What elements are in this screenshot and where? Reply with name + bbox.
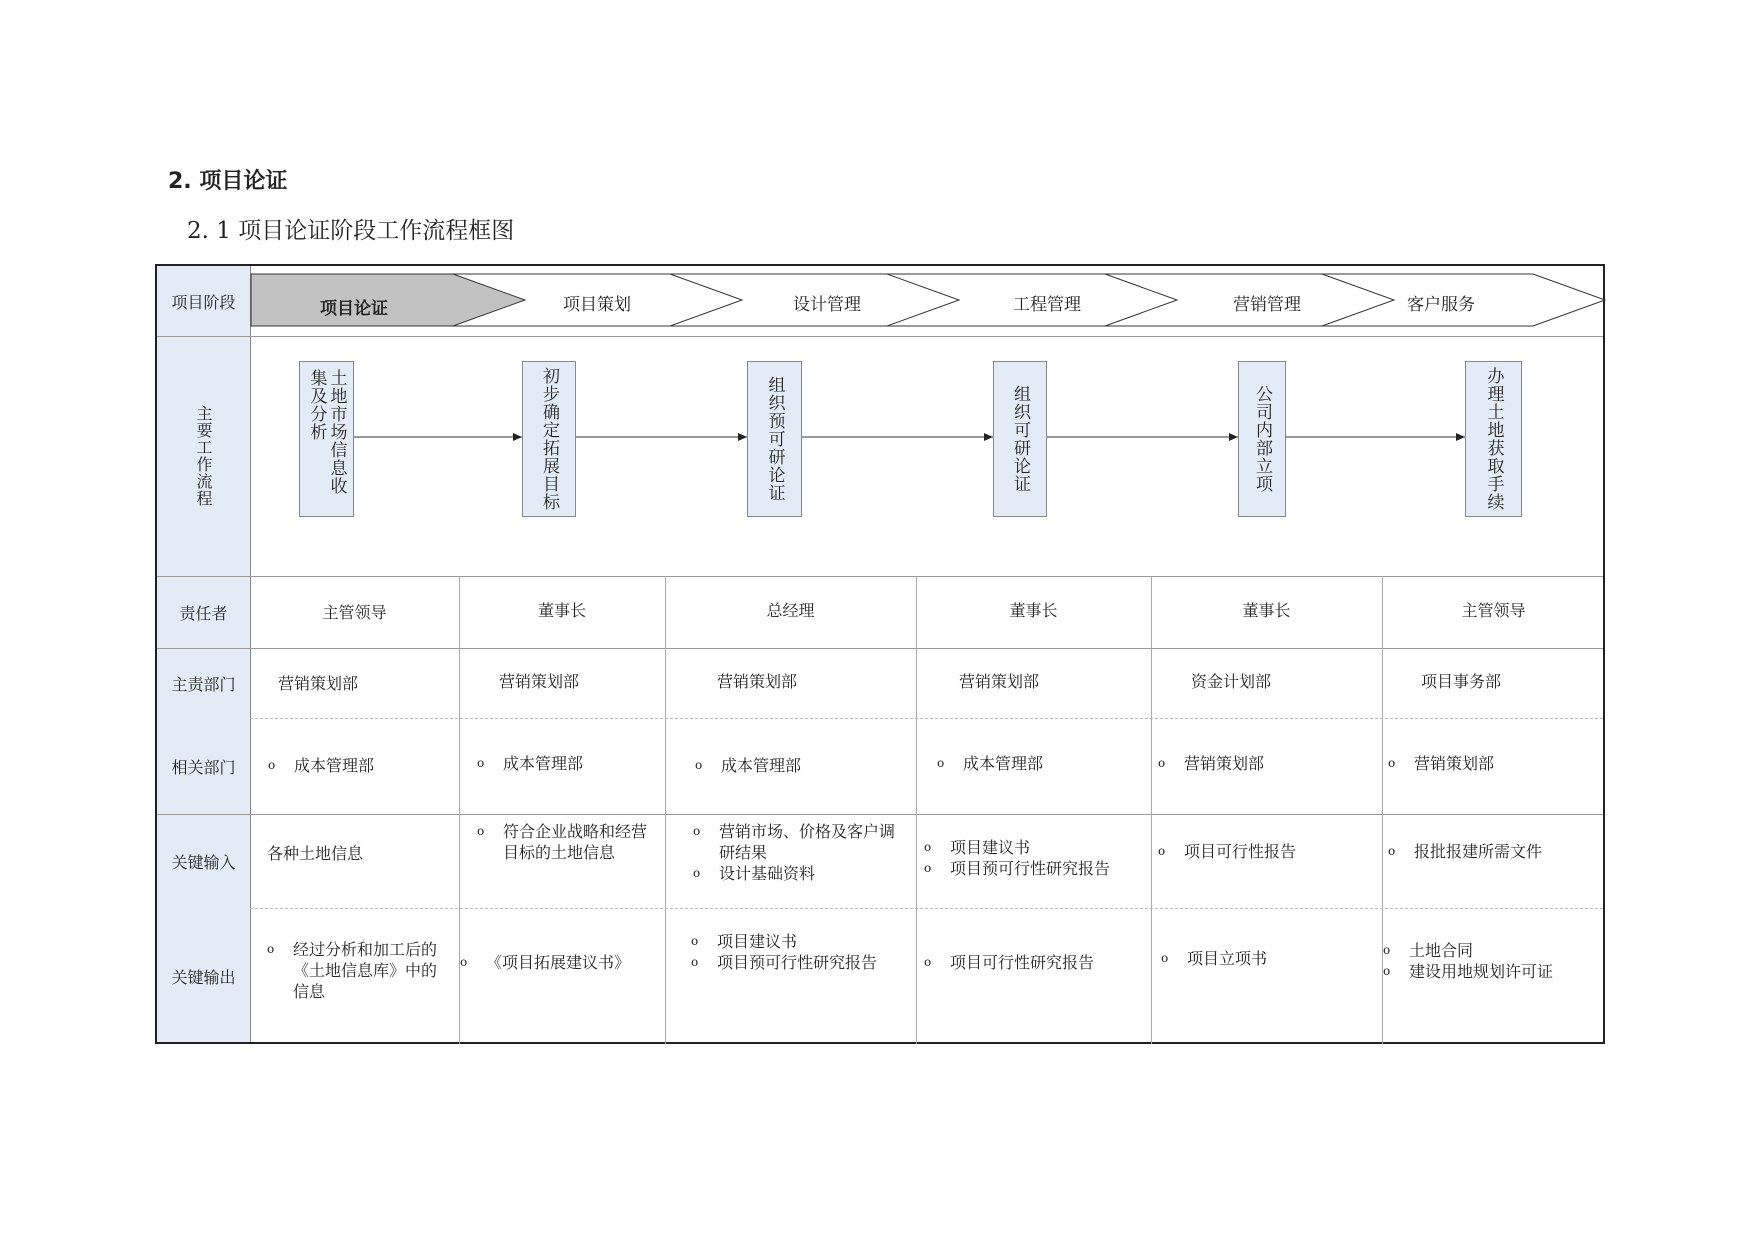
input-cell	[1158, 841, 1373, 862]
related-item: 成本管理部	[503, 754, 584, 773]
flow-step-label: 公司内部立项	[1252, 385, 1272, 493]
related-cell	[1388, 753, 1588, 774]
input-item-text: 营销市场、价格及客户调研结果	[719, 822, 896, 862]
bullet-icon: o	[267, 942, 275, 956]
bullet-icon: o	[1158, 756, 1166, 770]
separator	[157, 814, 1603, 815]
bullet-icon: o	[1383, 964, 1391, 978]
row-label-related: 相关部门	[171, 757, 236, 777]
input-cell	[477, 821, 657, 863]
dept-cell: 资金计划部	[1191, 672, 1272, 691]
output-cell	[1383, 940, 1603, 982]
dept-cell: 营销策划部	[959, 672, 1040, 691]
output-item-text: 项目立项书	[1187, 949, 1268, 968]
input-item-text: 报批报建所需文件	[1414, 842, 1543, 861]
output-item	[267, 939, 437, 1002]
input-item-text: 项目可行性报告	[1184, 842, 1297, 861]
bullet-icon: o	[268, 758, 276, 772]
output-cell	[267, 939, 437, 1002]
output-cell	[924, 952, 1149, 973]
output-item-text: 项目可行性研究报告	[950, 953, 1095, 972]
bullet-icon: o	[691, 955, 699, 969]
dept-cell: 项目事务部	[1421, 672, 1502, 691]
related-cell	[937, 753, 1137, 774]
output-item-text: 经过分析和加工后的《土地信息库》中的信息	[293, 940, 438, 1001]
output-item	[1383, 961, 1603, 982]
separator	[157, 648, 1603, 649]
output-item-text: 土地合同	[1409, 941, 1474, 960]
row-label-dept: 主责部门	[171, 674, 236, 694]
column-separator	[1151, 576, 1152, 1044]
input-item	[477, 821, 657, 863]
bullet-icon: o	[937, 756, 945, 770]
input-cell: 各种土地信息	[267, 844, 364, 863]
bullet-icon: o	[1383, 943, 1391, 957]
output-item-text: 项目建议书	[717, 932, 798, 951]
bullet-icon: o	[924, 861, 932, 875]
bullet-icon: o	[477, 756, 485, 770]
column-separator	[916, 576, 917, 1044]
stage-design-management: 设计管理	[793, 295, 861, 315]
bullet-icon: o	[924, 955, 932, 969]
column-separator	[665, 576, 666, 1044]
output-item	[691, 952, 906, 973]
owner-cell: 总经理	[766, 601, 815, 620]
flow-arrows	[157, 266, 1607, 576]
bullet-icon: o	[924, 840, 932, 854]
flow-step-label: 组织可研论证	[1010, 385, 1030, 493]
input-item	[924, 858, 1149, 879]
bullet-icon: o	[693, 824, 701, 838]
bullet-icon: o	[695, 758, 703, 772]
bullet-icon: o	[1388, 844, 1396, 858]
stage-project-planning: 项目策划	[563, 295, 631, 315]
input-item-text: 设计基础资料	[719, 864, 816, 883]
section-heading: 2. 项目论证	[168, 169, 288, 194]
stage-project-validation: 项目论证	[320, 299, 388, 319]
flow-step-box	[299, 361, 354, 517]
output-item	[1161, 948, 1376, 969]
output-item-text: 项目预可行性研究报告	[717, 953, 878, 972]
row-label-output: 关键输出	[171, 967, 236, 987]
related-item: 成本管理部	[963, 754, 1044, 773]
row-label-input: 关键输入	[171, 852, 236, 872]
bullet-icon: o	[460, 955, 468, 969]
output-item-text: 建设用地规划许可证	[1409, 962, 1554, 981]
input-cell	[1388, 841, 1598, 862]
bullet-icon: o	[1388, 756, 1396, 770]
owner-cell: 董事长	[537, 601, 586, 620]
stage-customer-service: 客户服务	[1407, 295, 1475, 315]
flow-step-label: 组织预可研论证	[764, 376, 785, 502]
bullet-icon: o	[691, 934, 699, 948]
stage-marketing-management: 营销管理	[1233, 295, 1301, 315]
dept-cell: 营销策划部	[499, 672, 580, 691]
related-cell	[268, 755, 448, 776]
dept-cell: 营销策划部	[717, 672, 798, 691]
output-cell	[460, 952, 665, 973]
input-item	[1158, 841, 1373, 862]
related-item: 营销策划部	[1184, 754, 1265, 773]
output-item-text: 《项目拓展建议书》	[486, 953, 631, 972]
separator	[250, 908, 1603, 909]
row-label-stage: 项目阶段	[171, 292, 236, 312]
flow-step-box	[1238, 361, 1286, 517]
flow-step-box	[993, 361, 1047, 517]
related-cell	[695, 755, 895, 776]
input-item-text: 项目预可行性研究报告	[950, 859, 1111, 878]
bullet-icon: o	[477, 824, 485, 838]
owner-cell: 董事长	[1009, 601, 1058, 620]
output-cell	[1161, 948, 1376, 969]
dept-cell: 营销策划部	[278, 674, 359, 693]
subsection-heading: 2. 1 项目论证阶段工作流程框图	[187, 218, 515, 244]
flow-step-label: 办理土地获取手续	[1483, 367, 1504, 511]
output-item	[691, 931, 906, 952]
bullet-icon: o	[693, 866, 701, 880]
related-item: 营销策划部	[1414, 754, 1495, 773]
input-cell	[693, 821, 908, 884]
row-label-owner: 责任者	[179, 603, 228, 623]
input-item	[1388, 841, 1598, 862]
output-cell	[691, 931, 906, 973]
related-item: 成本管理部	[294, 756, 375, 775]
input-item	[924, 837, 1149, 858]
related-item: 成本管理部	[721, 756, 802, 775]
related-cell	[1158, 753, 1358, 774]
owner-cell: 主管领导	[1461, 601, 1526, 620]
separator	[157, 576, 1603, 577]
owner-cell: 董事长	[1242, 601, 1291, 620]
row-label-flow-text: 主要工作流程	[194, 405, 213, 507]
input-item-text: 符合企业战略和经营目标的土地信息	[503, 822, 648, 862]
input-cell	[924, 837, 1149, 879]
output-item	[924, 952, 1149, 973]
column-separator	[459, 576, 460, 1044]
flow-step-box	[1465, 361, 1522, 517]
input-item	[693, 821, 908, 863]
bullet-icon: o	[1161, 951, 1169, 965]
flow-step-box	[747, 361, 802, 517]
output-item	[460, 952, 665, 973]
input-item	[693, 863, 908, 884]
related-cell	[477, 753, 657, 774]
stage-engineering-management: 工程管理	[1013, 295, 1081, 315]
owner-cell: 主管领导	[322, 603, 387, 622]
input-item-text: 项目建议书	[950, 838, 1031, 857]
flow-step-label: 土地市场信息收集及分析	[306, 369, 347, 495]
separator	[250, 718, 1603, 719]
bullet-icon: o	[1158, 844, 1166, 858]
flow-step-box	[522, 361, 576, 517]
output-item	[1383, 940, 1603, 961]
flow-step-label: 初步确定拓展目标	[539, 367, 559, 511]
workflow-table	[155, 264, 1605, 1044]
